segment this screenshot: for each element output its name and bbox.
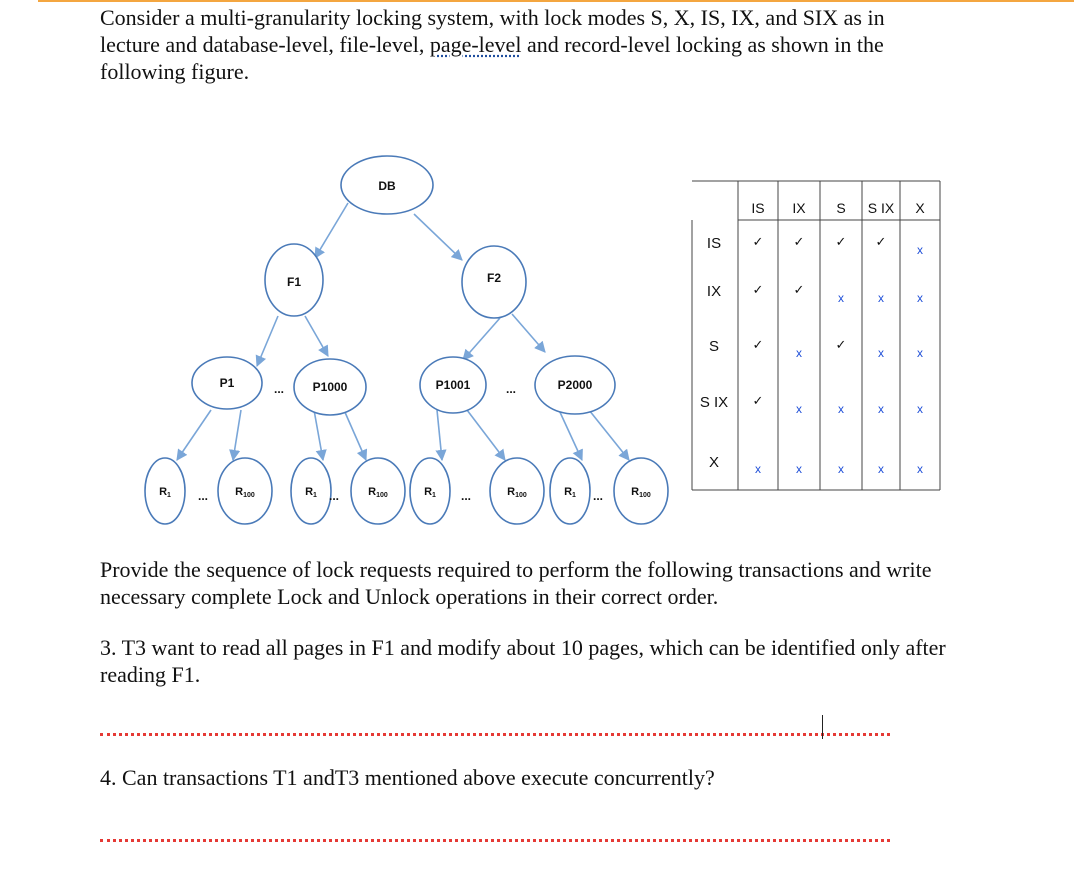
- matrix-col-header: X: [915, 200, 925, 216]
- edge-page-record-last: [467, 410, 505, 460]
- records-ellipsis: ...: [460, 489, 472, 503]
- edge-page-record-last: [233, 410, 241, 460]
- edge-page-record-last: [589, 410, 629, 460]
- intro-text-end: and record-level locking as shown in the following figure.: [100, 32, 884, 84]
- incompatible-cross-mark: x: [917, 462, 923, 476]
- node-f1-label: F1: [286, 275, 302, 289]
- incompatible-cross-mark: x: [755, 462, 761, 476]
- matrix-row-header: IX: [706, 283, 722, 300]
- node-record-last: [351, 458, 405, 524]
- edge-page-record-first: [559, 410, 582, 460]
- compatible-check-mark: ✓: [752, 393, 764, 408]
- matrix-col-header: S: [836, 200, 846, 216]
- node-page-label: P1000: [312, 380, 348, 394]
- incompatible-cross-mark: x: [796, 346, 802, 360]
- edge-f2-p1001: [463, 318, 500, 360]
- incompatible-cross-mark: x: [838, 291, 844, 305]
- question-3: 3. T3 want to read all pages in F1 and modify about 10 pages, which can be identified only after reading F1.: [100, 635, 946, 687]
- incompatible-cross-mark: x: [878, 346, 884, 360]
- incompatible-cross-mark: x: [878, 462, 884, 476]
- matrix-row-header: S: [708, 338, 720, 355]
- node-record-first-label: R1: [305, 486, 317, 499]
- node-page-label: P1001: [435, 378, 471, 392]
- records-ellipsis: ...: [328, 489, 340, 503]
- node-record-last-label: R100: [507, 486, 527, 499]
- answer-line-q4[interactable]: [100, 839, 890, 842]
- incompatible-cross-mark: x: [796, 462, 802, 476]
- compatible-check-mark: ✓: [875, 234, 887, 249]
- node-record-first-label: R1: [564, 486, 576, 499]
- edge-page-record-first: [314, 410, 323, 460]
- compatible-check-mark: ✓: [752, 234, 764, 249]
- intro-text-start: Consider a multi-granularity locking system, with lock modes S, X, IS, IX, and SIX as in lecture and database-level, file-level,: [100, 5, 885, 57]
- incompatible-cross-mark: x: [917, 402, 923, 416]
- node-record-last: [490, 458, 544, 524]
- node-page-label: P1: [219, 376, 235, 390]
- lock-compatibility-matrix: [690, 180, 945, 492]
- answer-line-q3[interactable]: [100, 733, 890, 736]
- question-4: 4. Can transactions T1 andT3 mentioned above execute concurrently?: [100, 765, 715, 790]
- spellcheck-underlined-word: page-level: [429, 32, 522, 57]
- matrix-row-header: S IX: [699, 394, 729, 411]
- compatible-check-mark: ✓: [835, 337, 847, 352]
- edge-f1-p1000: [305, 316, 328, 356]
- pages-ellipsis: ...: [505, 382, 517, 396]
- records-ellipsis: ...: [592, 489, 604, 503]
- matrix-col-header: IX: [792, 200, 806, 216]
- incompatible-cross-mark: x: [838, 402, 844, 416]
- node-record-first-label: R1: [424, 486, 436, 499]
- node-db-label: DB: [378, 179, 396, 193]
- incompatible-cross-mark: x: [917, 346, 923, 360]
- node-record-last: [614, 458, 668, 524]
- compatible-check-mark: ✓: [752, 337, 764, 352]
- edge-f2-p2000: [512, 314, 545, 352]
- node-record-last-label: R100: [368, 486, 388, 499]
- records-ellipsis: ...: [197, 489, 209, 503]
- node-record-last-label: R100: [235, 486, 255, 499]
- node-record-first-label: R1: [159, 486, 171, 499]
- compatible-check-mark: ✓: [752, 282, 764, 297]
- incompatible-cross-mark: x: [917, 291, 923, 305]
- pages-ellipsis: ...: [273, 382, 285, 396]
- edge-f1-p1: [257, 316, 278, 366]
- edge-page-record-last: [344, 410, 366, 460]
- node-f2-label: F2: [486, 271, 502, 285]
- matrix-row-header: IS: [706, 235, 722, 252]
- compatible-check-mark: ✓: [793, 282, 805, 297]
- matrix-row-header: X: [708, 454, 720, 471]
- node-record-last-label: R100: [631, 486, 651, 499]
- edge-db-f1: [315, 203, 348, 258]
- incompatible-cross-mark: x: [878, 402, 884, 416]
- compatible-check-mark: ✓: [835, 234, 847, 249]
- matrix-col-header: IS: [751, 200, 765, 216]
- text-cursor: [822, 715, 823, 739]
- matrix-col-header: S IX: [867, 200, 895, 216]
- lock-hierarchy-diagram: [0, 0, 690, 545]
- node-page-label: P2000: [557, 378, 593, 392]
- edge-db-f2: [414, 214, 462, 260]
- incompatible-cross-mark: x: [838, 462, 844, 476]
- edge-page-record-first: [177, 410, 211, 460]
- incompatible-cross-mark: x: [917, 243, 923, 257]
- edge-page-record-first: [437, 410, 442, 460]
- incompatible-cross-mark: x: [878, 291, 884, 305]
- compatible-check-mark: ✓: [793, 234, 805, 249]
- instructions-paragraph: Provide the sequence of lock requests required to perform the following transactions and write necessary complete Lock and Unlock operations in their correct order.: [100, 557, 932, 609]
- node-record-last: [218, 458, 272, 524]
- incompatible-cross-mark: x: [796, 402, 802, 416]
